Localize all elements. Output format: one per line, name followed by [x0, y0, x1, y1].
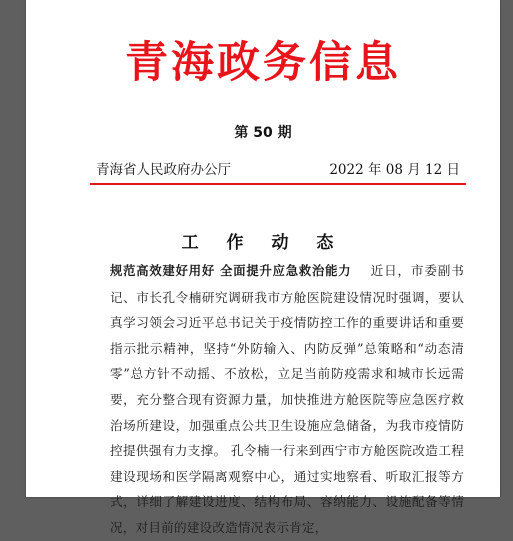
section-title: 工 作 动 态: [181, 233, 345, 253]
issue-number: 第 50 期: [234, 125, 292, 141]
publisher-name: 青海省人民政府办公厅: [96, 162, 231, 178]
article-lead-headline: 规范高效建好用好 全面提升应急救治能力: [110, 264, 352, 278]
document-page: [26, 0, 500, 535]
article-text: 近日，市委副书记、市长孔令楠研究调研我市方舱医院建设情况时强调，要认真学习领会习近平总书记关于疫情防控工作的重要讲话和重要指示批示精神，坚持“外防输入、内防反弹”总策略和“动态清零”总方针不动摇、不放松，立足当前防疫需求和城市长远需要，充分整合现有资源力量，加快推进方舱医院等应急医疗救治场所建设，加强重点公共卫生设施应急储备，为我市疫情防控提供强有力支撑。 孔令楠一行来到西宁市方舱医院改造工程建设现场和医学隔离观察中心，通过实地察看、听取汇报等方式，详细了解建设进度、结构布局、容纳能力、设施配备等情况，对目前的建设改造情况表示肯定，: [110, 263, 464, 535]
article-body: [110, 258, 464, 541]
article-paragraph: [110, 258, 464, 541]
masthead-title: 青海政务信息: [125, 38, 401, 88]
red-divider: [90, 183, 466, 185]
publication-date: 2022 年 08 月 12 日: [329, 162, 460, 178]
